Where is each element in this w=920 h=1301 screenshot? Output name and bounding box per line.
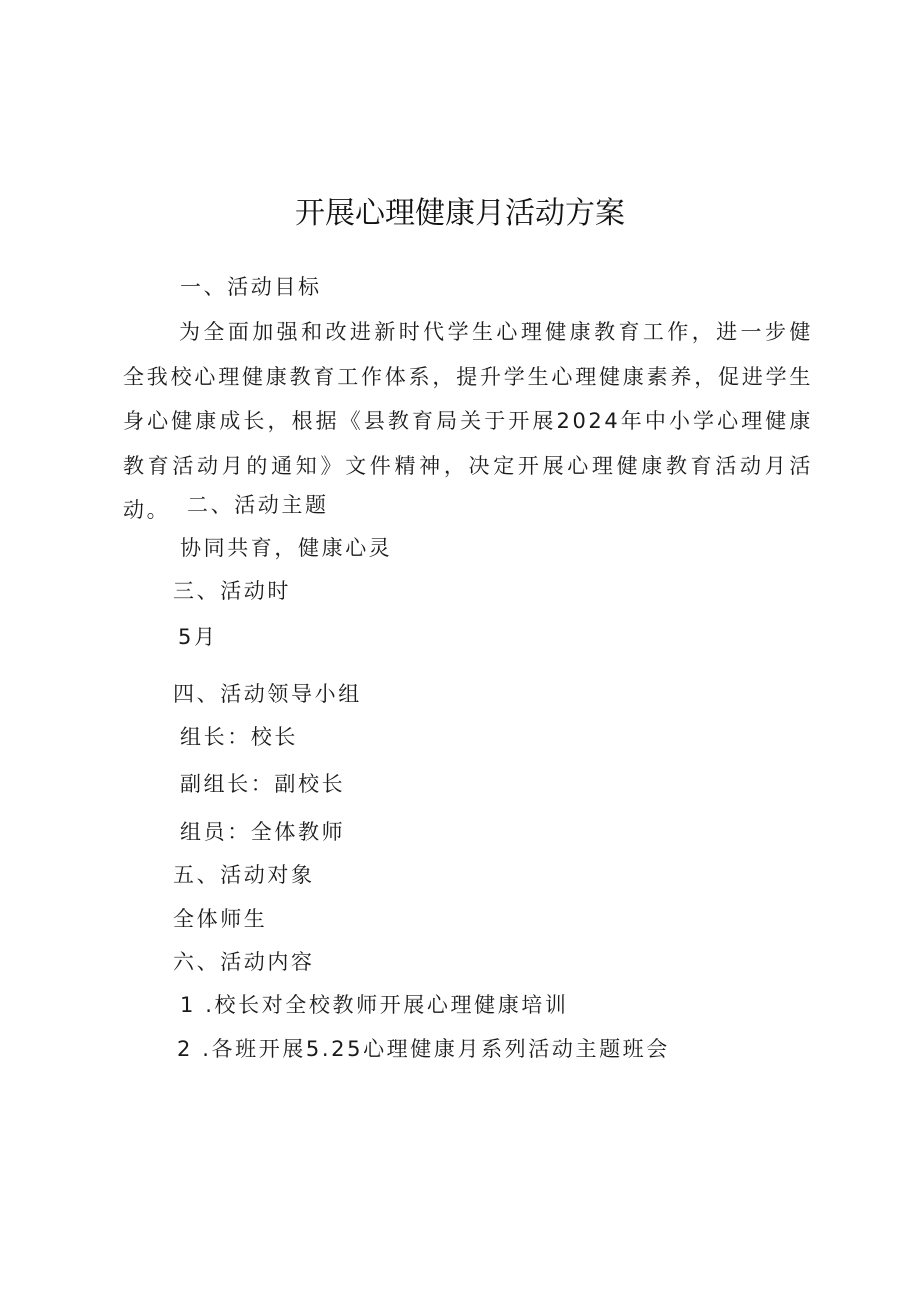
section-heading-time: 三、活动时 [173,579,291,603]
audience-text: 全体师生 [173,907,268,931]
section-heading-theme: 二、活动主题 [187,493,329,517]
content-item-1: 1 .校长对全校教师开展心理健康培训 [180,993,569,1017]
deputy-leader-text: 副组长：副校长 [180,772,346,796]
section-heading-leadership: 四、活动领导小组 [173,682,362,706]
section-heading-audience: 五、活动对象 [173,863,315,887]
theme-text: 协同共育，健康心灵 [180,536,393,560]
section-heading-content: 六、活动内容 [173,950,315,974]
goal-paragraph: 为全面加强和改进新时代学生心理健康教育工作，进一步健全我校心理健康教育工作体系，提升学生心理健康素养，促进学生身心健康成长，根据《县教育局关于开展2024年中小学心理健康教育活动月的通知》文件精神，决定开展心理健康教育活动月活动。 [123,320,813,522]
leader-text: 组长：校长 [180,725,298,749]
time-text: 5月 [178,625,218,649]
members-text: 组员：全体教师 [180,820,346,844]
content-item-2: 2 .各班开展5.25心理健康月系列活动主题班会 [177,1037,670,1061]
document-title: 开展心理健康月活动方案 [295,196,625,231]
section-heading-goal: 一、活动目标 [180,275,322,299]
